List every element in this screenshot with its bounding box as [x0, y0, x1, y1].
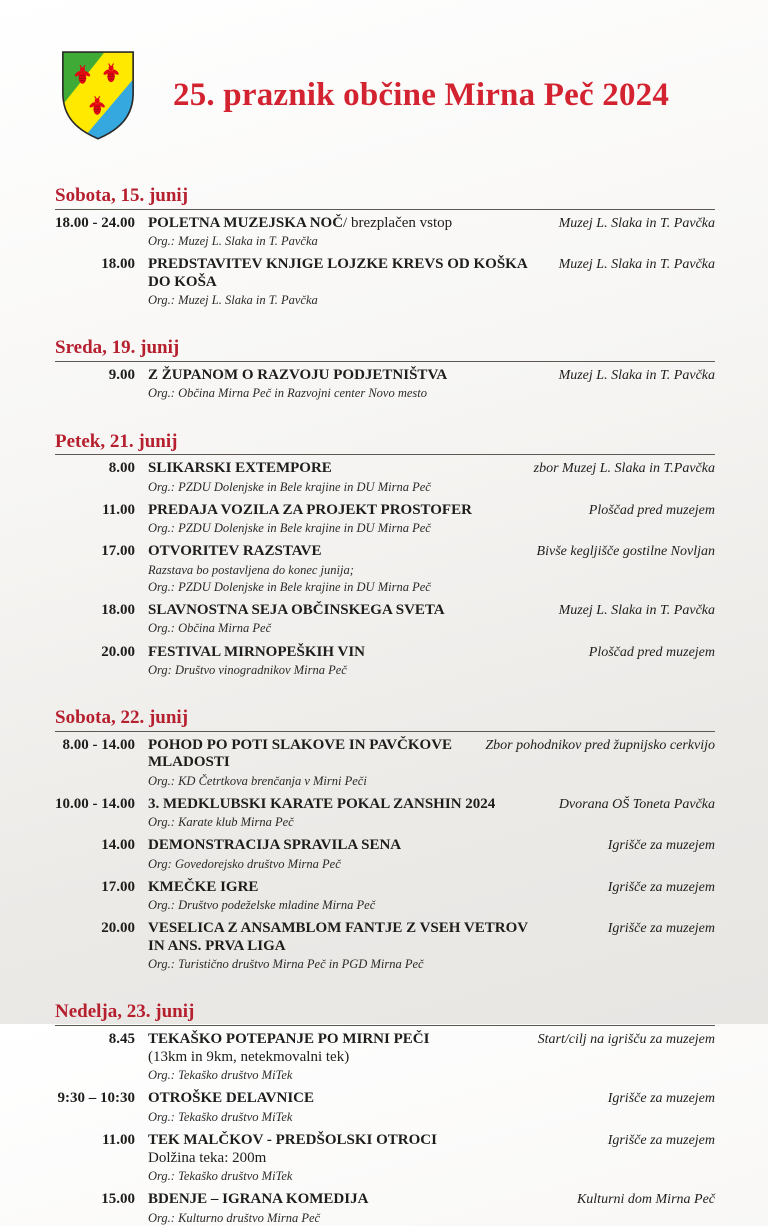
coat-of-arms-icon — [55, 48, 141, 142]
event-title: OTROŠKE DELAVNICE — [148, 1090, 315, 1107]
day-section — [55, 186, 715, 308]
event-row — [55, 256, 715, 308]
event-time: 17.00 — [101, 878, 135, 895]
day-section — [55, 708, 715, 972]
event-organizer: Org.: Kulturno društvo Mirna Peč — [148, 1210, 321, 1225]
event-title-line — [148, 1132, 594, 1149]
event-title-line — [148, 737, 471, 772]
event-location: Dvorana OŠ Toneta Pavčka — [558, 796, 715, 812]
event-details — [148, 502, 575, 537]
event-title: DEMONSTRACIJA SPRAVILA SENA — [148, 837, 402, 854]
event-organizer: Org.: Društvo podeželske mladine Mirna Peč — [148, 898, 376, 913]
event-title-line — [148, 460, 520, 477]
event-details — [148, 1090, 594, 1125]
event-organizer: Org.: Tekaško društvo MiTek — [148, 1109, 293, 1124]
event-row — [55, 602, 715, 637]
event-organizer: Org.: Muzej L. Slaka in T. Pavčka — [148, 292, 318, 307]
event-title-line — [148, 1031, 524, 1048]
event-details — [148, 1191, 563, 1226]
event-organizer: Org.: Tekaško društvo MiTek — [148, 1169, 293, 1184]
event-title: TEKAŠKO POTEPANJE PO MIRNI PEČI — [148, 1030, 430, 1047]
event-title: OTVORITEV RAZSTAVE — [148, 543, 322, 560]
event-title: PREDSTAVITEV KNJIGE LOJZKE KREVS OD KOŠKA DO KOŠA — [148, 256, 527, 290]
event-organizer: Org.: PZDU Dolenjske in Bele krajine in DU Mirna Peč — [148, 579, 431, 594]
events-list — [55, 460, 715, 678]
event-details — [148, 256, 545, 308]
event-location: Muzej L. Slaka in T. Pavčka — [558, 603, 715, 619]
event-title-line — [148, 644, 575, 661]
event-time: 15.00 — [101, 1191, 135, 1208]
event-title: VESELICA Z ANSAMBLOM FANTJE Z VSEH VETROV — [148, 920, 529, 937]
event-title-line — [148, 1090, 594, 1107]
event-subtitle: (13km in 9km, netekmovalni tek) — [148, 1049, 350, 1066]
event-title: SLIKARSKI EXTEMPORE — [148, 460, 332, 477]
day-section — [55, 1002, 715, 1226]
event-details — [148, 837, 594, 872]
event-title: BDENJE – IGRANA KOMEDIJA — [148, 1191, 369, 1208]
section-heading: Nedelja, 23. junij — [55, 1002, 715, 1026]
event-row — [55, 543, 715, 595]
event-title-line — [148, 256, 545, 291]
event-location: Igrišče za muzejem — [607, 838, 715, 854]
event-row — [55, 1132, 715, 1185]
event-location: Igrišče za muzejem — [607, 1132, 715, 1148]
event-title-line — [148, 920, 594, 937]
event-subtitle: Dolžina teka: 200m — [148, 1150, 267, 1167]
event-time: 8.45 — [108, 1030, 135, 1047]
events-list — [55, 215, 715, 308]
event-title-line — [148, 837, 594, 854]
event-location: Ploščad pred muzejem — [588, 644, 715, 660]
event-location: Igrišče za muzejem — [607, 879, 715, 895]
event-title-line — [148, 796, 545, 813]
event-organizer: Org.: PZDU Dolenjske in Bele krajine in DU Mirna Peč — [148, 521, 431, 536]
section-heading: Sobota, 15. junij — [55, 186, 715, 210]
page-title: 25. praznik občine Mirna Peč 2024 — [173, 76, 670, 113]
event-details — [148, 796, 545, 831]
event-organizer: Org.: PZDU Dolenjske in Bele krajine in DU Mirna Peč — [148, 479, 431, 494]
day-section — [55, 432, 715, 679]
event-time: 11.00 — [102, 501, 135, 518]
event-location: Kulturni dom Mirna Peč — [576, 1192, 715, 1208]
event-title: PREDAJA VOZILA ZA PROJEKT PROSTOFER — [148, 501, 472, 518]
schedule — [55, 186, 715, 1226]
event-title-line — [148, 543, 523, 560]
event-location: Igrišče za muzejem — [607, 1091, 715, 1107]
event-row — [55, 1031, 715, 1084]
event-time: 18.00 — [101, 256, 135, 273]
event-organizer: Org: Govedorejsko društvo Mirna Peč — [148, 856, 341, 871]
event-details — [148, 215, 545, 250]
event-location: Muzej L. Slaka in T. Pavčka — [558, 257, 715, 273]
event-location: Igrišče za muzejem — [607, 921, 715, 937]
masthead — [55, 48, 715, 142]
event-details — [148, 460, 520, 495]
event-title-line — [148, 502, 575, 519]
event-title: POLETNA MUZEJSKA NOČ — [148, 214, 344, 231]
event-details — [148, 879, 594, 914]
event-organizer: Org.: Občina Mirna Peč in Razvojni center Novo mesto — [148, 386, 427, 401]
event-organizer: Org.: Občina Mirna Peč — [148, 621, 272, 636]
event-row — [55, 367, 715, 402]
event-details — [148, 920, 594, 972]
event-time: 20.00 — [101, 643, 135, 660]
event-time: 9.00 — [108, 367, 135, 384]
event-details — [148, 1132, 594, 1185]
event-details — [148, 737, 471, 789]
event-organizer: Org: Društvo vinogradnikov Mirna Peč — [148, 662, 347, 677]
event-details — [148, 644, 575, 679]
event-row — [55, 215, 715, 250]
event-time: 10.00 - 14.00 — [55, 795, 135, 812]
event-title: TEK MALČKOV - PREDŠOLSKI OTROCI — [148, 1131, 437, 1148]
event-title: Z ŽUPANOM O RAZVOJU PODJETNIŠTVA — [148, 367, 448, 384]
event-organizer: Org.: Turistično društvo Mirna Peč in PGD Mirna Peč — [148, 956, 424, 971]
event-details — [148, 543, 523, 595]
event-details — [148, 1031, 524, 1084]
event-row — [55, 1191, 715, 1226]
event-title-line — [148, 879, 594, 896]
event-title-line — [148, 1191, 563, 1208]
event-time: 8.00 - 14.00 — [62, 737, 135, 754]
event-details — [148, 367, 545, 402]
event-row — [55, 502, 715, 537]
event-time: 18.00 - 24.00 — [55, 214, 135, 231]
event-row — [55, 796, 715, 831]
event-location: Ploščad pred muzejem — [588, 502, 715, 518]
event-location: zbor Muzej L. Slaka in T.Pavčka — [533, 461, 715, 477]
event-row — [55, 737, 715, 789]
section-heading: Petek, 21. junij — [55, 432, 715, 456]
event-row — [55, 837, 715, 872]
event-title: 3. MEDKLUBSKI KARATE POKAL ZANSHIN 2024 — [148, 795, 496, 812]
section-heading: Sreda, 19. junij — [55, 338, 715, 362]
event-time: 11.00 — [102, 1131, 135, 1148]
event-organizer: Org.: KD Četrtkova brenčanja v Mirni Peči — [148, 773, 367, 788]
event-time: 9:30 – 10:30 — [57, 1090, 135, 1107]
event-organizer: Org.: Muzej L. Slaka in T. Pavčka — [148, 234, 318, 249]
event-row — [55, 460, 715, 495]
event-title-suffix: / brezplačen vstop — [343, 214, 453, 231]
event-title-line — [148, 602, 545, 619]
event-row — [55, 920, 715, 972]
day-section — [55, 338, 715, 401]
event-title: FESTIVAL MIRNOPEŠKIH VIN — [148, 643, 366, 660]
event-time: 17.00 — [101, 543, 135, 560]
event-row — [55, 644, 715, 679]
event-time: 18.00 — [101, 602, 135, 619]
event-location: Muzej L. Slaka in T. Pavčka — [558, 215, 715, 231]
event-time: 8.00 — [108, 460, 135, 477]
events-list — [55, 1031, 715, 1226]
event-location: Muzej L. Slaka in T. Pavčka — [558, 368, 715, 384]
event-title: KMEČKE IGRE — [148, 878, 259, 895]
event-title-line2: IN ANS. PRVA LIGA — [148, 937, 286, 954]
event-time: 20.00 — [101, 920, 135, 937]
event-location: Zbor pohodnikov pred župnijsko cerkvijo — [485, 738, 715, 754]
event-title-line — [148, 215, 545, 232]
event-note: Razstava bo postavljena do konec junija; — [148, 562, 354, 577]
event-row — [55, 1090, 715, 1125]
events-list — [55, 367, 715, 402]
event-details — [148, 602, 545, 637]
event-title-line — [148, 367, 545, 384]
event-title: POHOD PO POTI SLAKOVE IN PAVČKOVE MLADOSTI — [148, 737, 453, 771]
event-location: Start/cilj na igrišču za muzejem — [537, 1031, 715, 1047]
event-time: 14.00 — [101, 837, 135, 854]
event-organizer: Org.: Karate klub Mirna Peč — [148, 815, 294, 830]
event-title: SLAVNOSTNA SEJA OBČINSKEGA SVETA — [148, 602, 445, 619]
event-organizer: Org.: Tekaško društvo MiTek — [148, 1068, 293, 1083]
events-list — [55, 737, 715, 972]
section-heading: Sobota, 22. junij — [55, 708, 715, 732]
event-row — [55, 879, 715, 914]
event-location: Bivše kegljišče gostilne Novljan — [536, 544, 715, 560]
